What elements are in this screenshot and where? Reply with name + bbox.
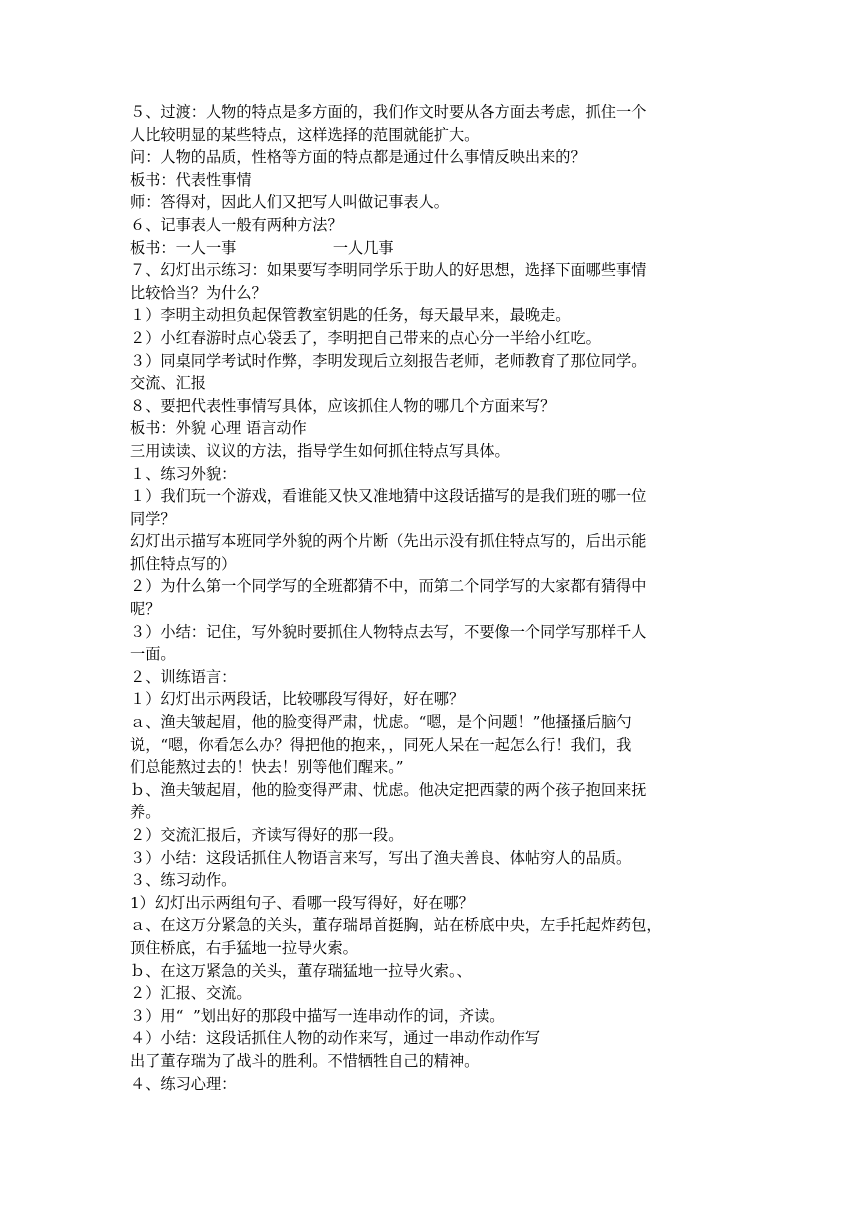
text-line: ４）小结：这段话抓住人物的动作来写，通过一串动作动作写	[130, 1029, 541, 1048]
text-line: ４、练习心理：	[130, 1074, 237, 1093]
text-line: ８、要把代表性事情写具体，应该抓住人物的哪几个方面来写？	[130, 396, 556, 415]
text-line: ｂ、在这万紧急的关头，董存瑞猛地一拉导火索。、	[130, 961, 472, 980]
text-line: ２）小红春游时点心袋丢了，李明把自己带来的点心分一半给小红吃。	[130, 328, 601, 347]
text-line: 抓住特点写的）	[130, 554, 237, 573]
text-line: １）我们玩一个游戏，看谁能又快又准地猜中这段话描写的是我们班的哪一位	[130, 487, 647, 506]
text-line: ３、练习动作。	[130, 871, 237, 890]
text-line: ３）同桌同学考试时作弊，李明发现后立刻报告老师，老师教育了那位同学。	[130, 351, 647, 370]
text-line: 比较恰当？为什么？	[130, 283, 267, 302]
text-line: 板书：代表性事情	[130, 170, 252, 189]
text-line: 人比较明显的某些特点，这样选择的范围就能扩大。	[130, 125, 480, 144]
text-line: ａ、在这万分紧急的关头，董存瑞昂首挺胸，站在桥底中央，左手托起炸药包，	[130, 916, 662, 935]
text-line: 一面。	[130, 645, 176, 664]
text-line: １、练习外貌：	[130, 464, 237, 483]
text-line: ５、过渡：人物的特点是多方面的，我们作文时要从各方面去考虑，抓住一个	[130, 103, 647, 121]
text-line: 们总能熬过去的！快去！别等他们醒来。”	[130, 758, 404, 777]
text-line: ２）汇报、交流。	[130, 984, 252, 1003]
text-line: 说，“嗯，你看怎么办？得把他的抱来，，同死人呆在一起怎么行！我们，我	[130, 735, 632, 754]
text-line: 出了董存瑞为了战斗的胜利。不惜牺牲自己的精神。	[130, 1051, 480, 1070]
text-line: 幻灯出示描写本班同学外貌的两个片断（先出示没有抓住特点写的，后出示能	[130, 532, 647, 551]
text-line: ｂ、渔夫皱起眉，他的脸变得严肃、忧虑。他决定把西蒙的两个孩子抱回来抚	[130, 780, 647, 799]
text-line: 养。	[130, 803, 161, 822]
text-line: 顶住桥底，右手猛地一拉导火索。	[130, 938, 358, 957]
text-line: 呢？	[130, 600, 161, 619]
text-line: ２）交流汇报后，齐读写得好的那一段。	[130, 826, 404, 844]
text-line: ７、幻灯出示练习：如果要写李明同学乐于助人的好思想，选择下面哪些事情	[130, 261, 647, 280]
text-line: ３）小结：这段话抓住人物语言来写，写出了渔夫善良、体帖穷人的品质。	[130, 848, 632, 867]
text-line: 同学？	[130, 509, 176, 528]
text-line: 交流、汇报	[130, 374, 206, 393]
text-line: ａ、渔夫皱起眉，他的脸变得严肃，忧虑。“嗯，是个问题！”他搔搔后脑勺	[130, 713, 632, 732]
text-line: １）幻灯出示两段话，比较哪段写得好，好在哪？	[130, 690, 465, 709]
text-line: 板书：外貌 心理 语言动作	[130, 419, 307, 438]
text-line: 师：答得对，因此人们又把写人叫做记事表人。	[130, 193, 449, 212]
text-line: 1）幻灯出示两组句子、看哪一段写得好，好在哪？	[130, 893, 474, 912]
text-line: 问：人物的品质，性格等方面的特点都是通过什么事情反映出来的？	[130, 148, 586, 167]
text-line: ３）用“ ”划出好的那段中描写一连串动作的词，齐读。	[130, 1006, 505, 1025]
text-line: ６、记事表人一般有两种方法？	[130, 215, 343, 234]
text-line: 三用读读、议议的方法，指导学生如何抓住特点写具体。	[130, 441, 510, 460]
text-line: ３）小结：记住，写外貌时要抓住人物特点去写，不要像一个同学写那样千人	[130, 622, 647, 641]
text-line: ２）为什么第一个同学写的全班都猜不中，而第二个同学写的大家都有猜得中	[130, 577, 647, 596]
text-line: ２、训练语言：	[130, 667, 237, 686]
text-line: 板书：一人一事 一人几事	[130, 238, 394, 257]
document-page	[130, 101, 740, 1095]
text-line: １）李明主动担负起保管教室钥匙的任务，每天最早来，最晚走。	[130, 306, 571, 325]
